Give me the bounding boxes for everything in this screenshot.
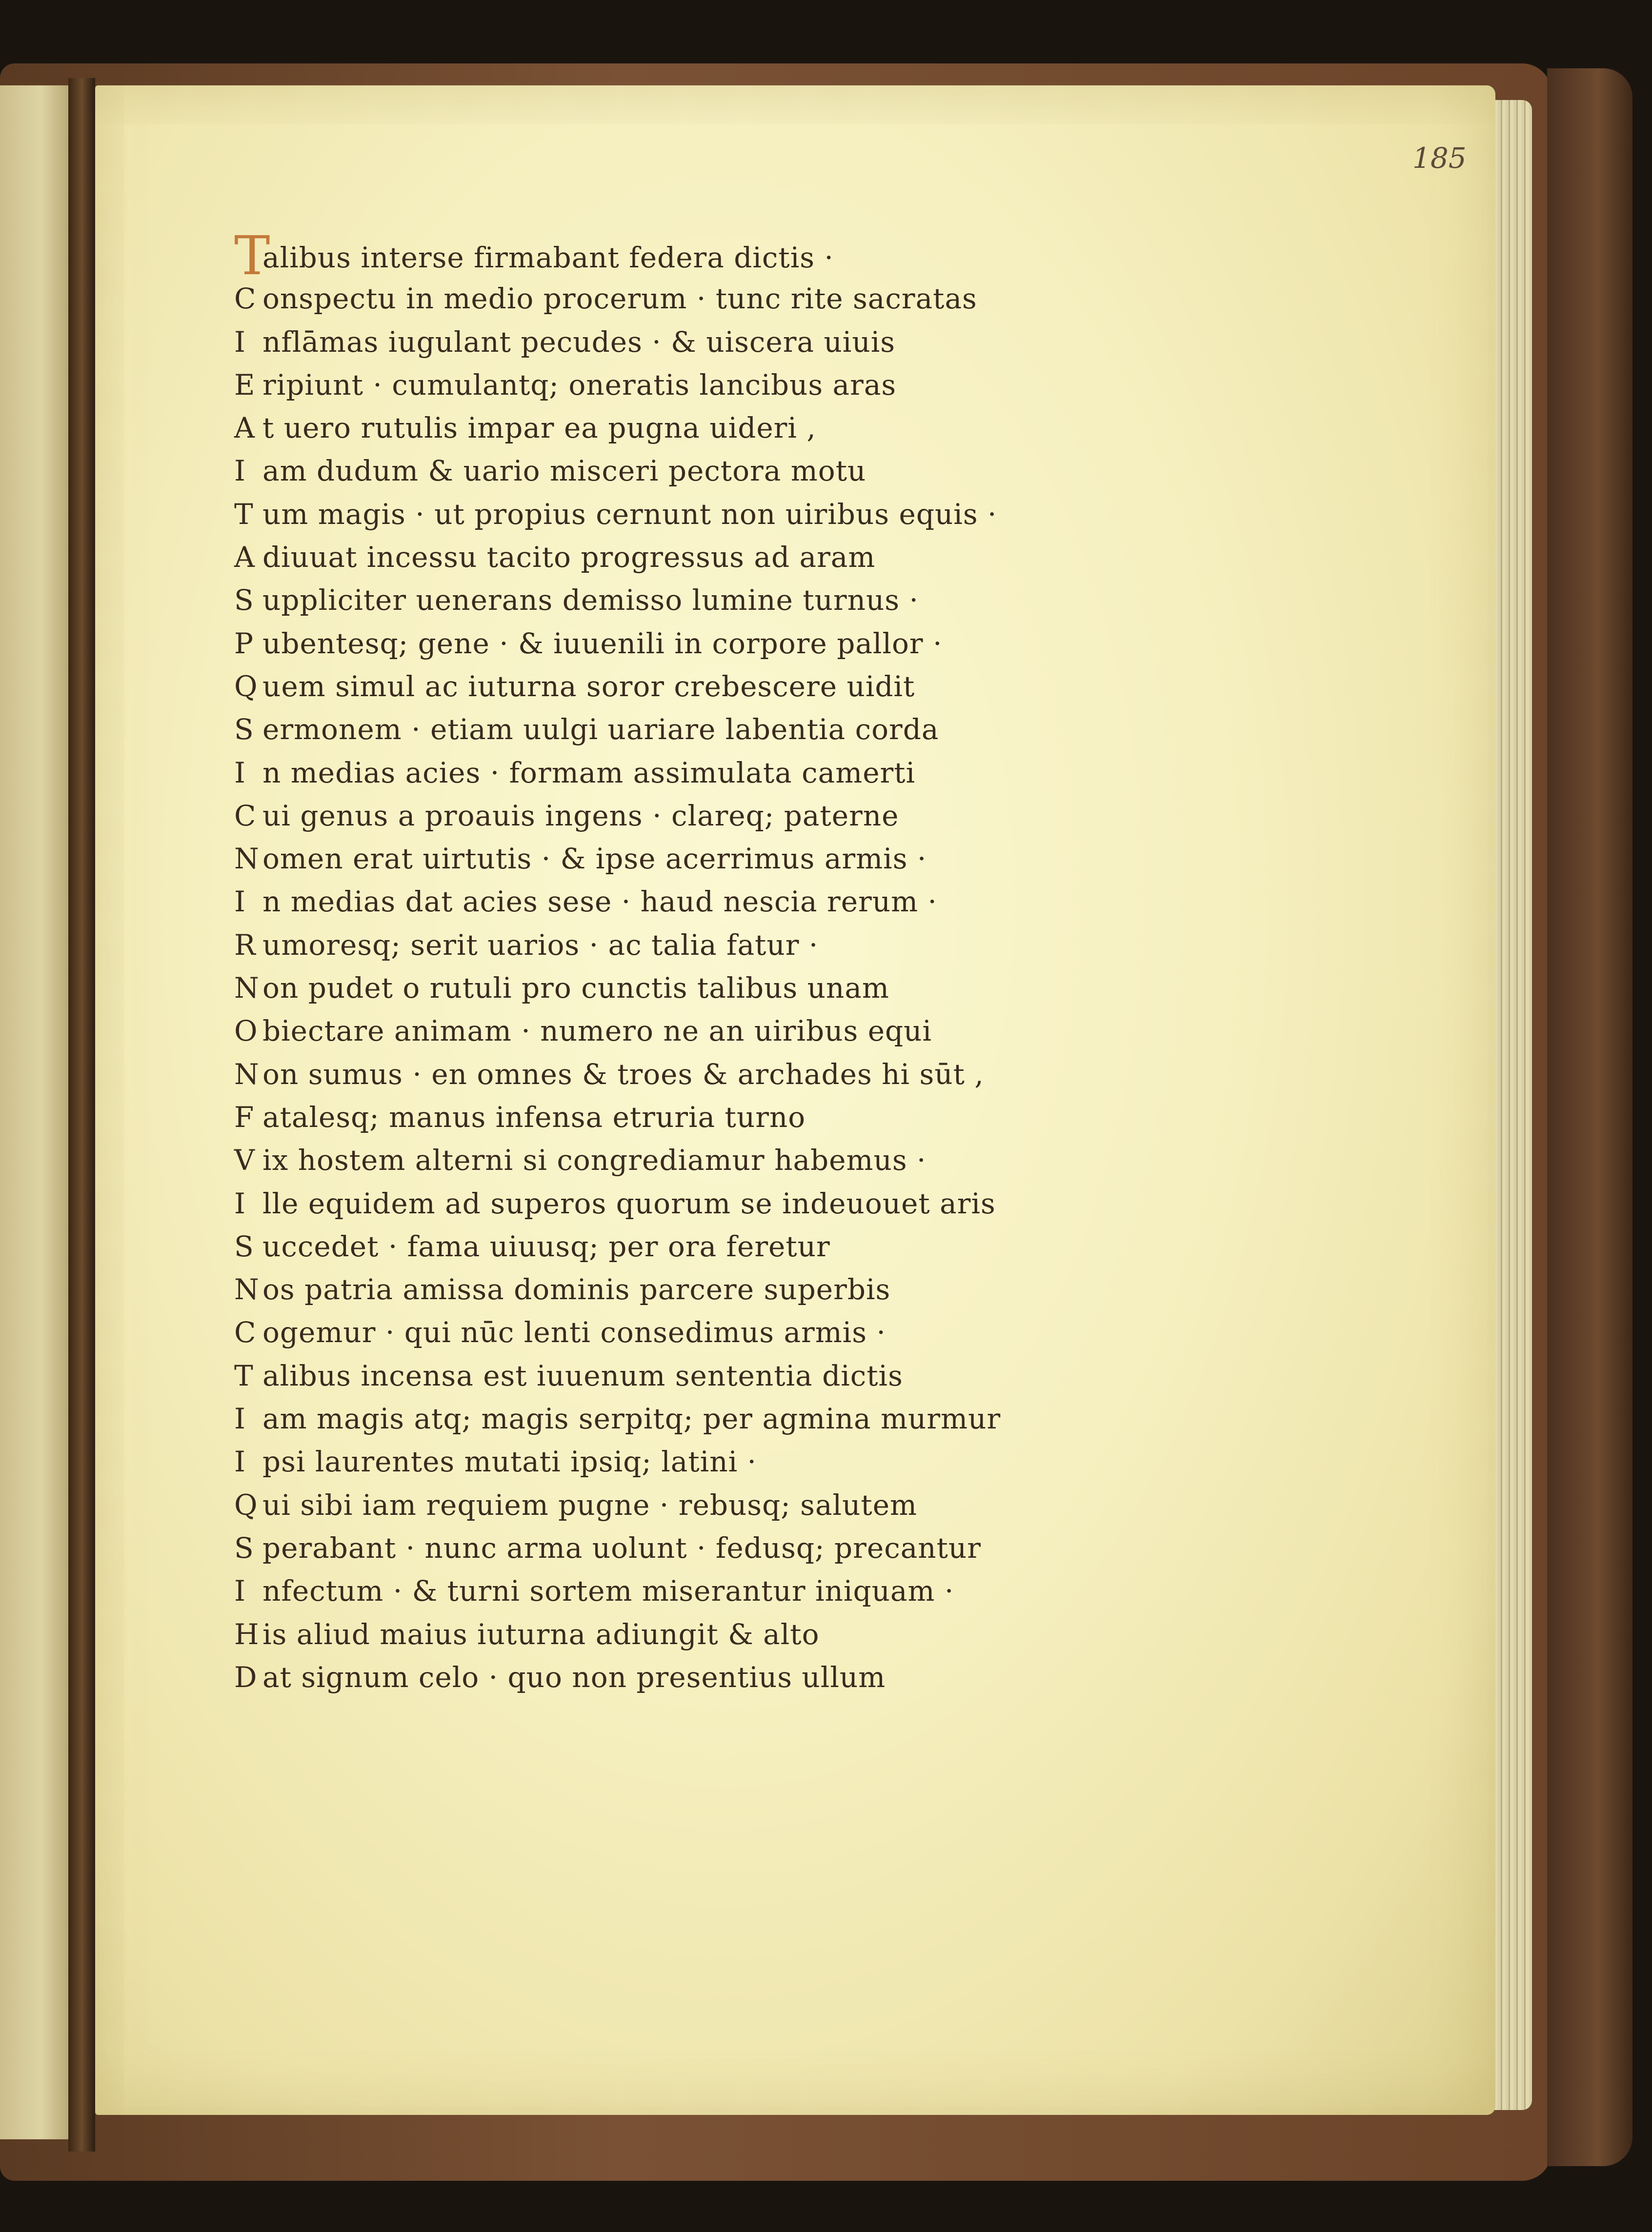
line-initial: I: [234, 1402, 246, 1436]
line-text: n medias dat acies sese · haud nescia rerum ·: [262, 885, 937, 919]
line-text: on sumus · en omnes & troes & archades hi sūt ,: [262, 1057, 984, 1091]
text-line: [234, 1440, 1112, 1483]
line-initial: C: [234, 799, 257, 832]
text-line: [234, 1484, 1112, 1527]
line-initial: I: [234, 454, 246, 488]
line-text: nflāmas iugulant pecudes · & uiscera uiuis: [262, 325, 896, 359]
text-line: [234, 1268, 1112, 1311]
line-initial: S: [234, 583, 254, 617]
line-text: uccedet · fama uiuusq; per ora feretur: [262, 1229, 830, 1263]
text-line: [234, 880, 1112, 923]
text-line: [234, 924, 1112, 966]
line-text: uem simul ac iuturna soror crebescere uidit: [262, 669, 915, 703]
line-text: alibus incensa est iuuenum sententia dictis: [262, 1359, 903, 1392]
line-initial: D: [234, 1660, 258, 1694]
line-text: os patria amissa dominis parcere superbis: [262, 1273, 891, 1307]
cover-edge: [1547, 68, 1632, 2166]
text-line: [234, 449, 1112, 492]
line-text: ermonem · etiam uulgi uariare labentia corda: [262, 713, 939, 746]
line-text: atalesq; manus infensa etruria turno: [262, 1100, 806, 1134]
text-line: [234, 1569, 1112, 1612]
line-text: onspectu in medio procerum · tunc rite sacratas: [262, 282, 977, 316]
text-line: [234, 1225, 1112, 1268]
gutter: [68, 78, 95, 2152]
line-text: perabant · nunc arma uolunt · fedusq; precantur: [262, 1531, 982, 1565]
text-line: [234, 1096, 1112, 1139]
line-initial: S: [234, 713, 254, 746]
text-line: [234, 1613, 1112, 1656]
text-line: [234, 321, 1112, 363]
line-text: uppliciter uenerans demisso lumine turnus ·: [262, 583, 919, 617]
line-initial: I: [234, 1574, 246, 1608]
line-text: lle equidem ad superos quorum se indeuouet aris: [262, 1186, 996, 1220]
text-line: [234, 622, 1112, 665]
decorated-initial: T: [234, 224, 271, 287]
text-line: [234, 794, 1112, 837]
line-text: umoresq; serit uarios · ac talia fatur ·: [262, 928, 819, 962]
line-text: um magis · ut propius cernunt non uiribus equis ·: [262, 497, 997, 531]
line-initial: V: [234, 1144, 255, 1177]
text-line-first: [234, 224, 1112, 287]
line-initial: S: [234, 1531, 254, 1565]
line-initial: E: [234, 368, 256, 402]
text-line: [234, 1656, 1112, 1699]
line-initial: T: [234, 1359, 254, 1392]
text-line: [234, 1397, 1112, 1440]
line-initial: I: [234, 885, 246, 919]
text-line: [234, 1139, 1112, 1182]
line-text: ix hostem alterni si congrediamur habemus ·: [262, 1144, 927, 1177]
text-line: [234, 751, 1112, 794]
text-line: [234, 837, 1112, 880]
line-initial: R: [234, 928, 256, 962]
line-initial: F: [234, 1100, 255, 1134]
line-initial: I: [234, 1186, 246, 1220]
text-line: [234, 1182, 1112, 1225]
line-text: ui sibi iam requiem pugne · rebusq; salutem: [262, 1488, 918, 1522]
text-line: [234, 493, 1112, 536]
line-initial: P: [234, 626, 254, 660]
line-initial: I: [234, 1445, 246, 1479]
line-text: psi laurentes mutati ipsiq; latini ·: [262, 1445, 757, 1479]
line-initial: C: [234, 1316, 257, 1349]
line-text: diuuat incessu tacito progressus ad aram: [262, 541, 876, 574]
text-line: [234, 536, 1112, 579]
line-initial: A: [234, 411, 255, 445]
line-text: biectare animam · numero ne an uiribus equi: [262, 1014, 932, 1048]
line-text: am dudum & uario misceri pectora motu: [262, 454, 866, 488]
line-initial: H: [234, 1617, 260, 1651]
text-line: [234, 1009, 1112, 1052]
line-initial: N: [234, 1057, 260, 1091]
line-initial: A: [234, 541, 255, 574]
line-initial: O: [234, 1014, 258, 1048]
line-text: t uero rutulis impar ea pugna uideri ,: [262, 411, 816, 445]
text-line: [234, 579, 1112, 622]
text-line: [234, 665, 1112, 708]
text-line: [234, 277, 1112, 320]
line-text: ogemur · qui nūc lenti consedimus armis ·: [262, 1316, 886, 1349]
line-initial: N: [234, 1273, 260, 1307]
text-line: [234, 1053, 1112, 1096]
line-text: alibus interse firmabant federa dictis ·: [262, 241, 834, 274]
line-text: at signum celo · quo non presentius ullum: [262, 1660, 886, 1694]
text-block: [234, 224, 1112, 1699]
line-initial: I: [234, 325, 246, 359]
line-initial: Q: [234, 669, 258, 703]
text-line: [234, 1527, 1112, 1569]
line-text: on pudet o rutuli pro cunctis talibus unam: [262, 971, 889, 1005]
line-text: ripiunt · cumulantq; oneratis lancibus aras: [262, 368, 897, 402]
left-page-edge: [0, 85, 68, 2139]
text-line: [234, 708, 1112, 751]
text-line: [234, 966, 1112, 1009]
line-initial: N: [234, 842, 260, 876]
text-line: [234, 363, 1112, 406]
text-line: [234, 406, 1112, 449]
line-initial: I: [234, 756, 246, 789]
line-text: is aliud maius iuturna adiungit & alto: [262, 1617, 820, 1651]
line-text: am magis atq; magis serpitq; per agmina murmur: [262, 1402, 1001, 1436]
line-initial: Q: [234, 1488, 258, 1522]
line-text: n medias acies · formam assimulata camerti: [262, 756, 916, 789]
text-line: [234, 1311, 1112, 1354]
text-line: [234, 1354, 1112, 1397]
line-initial: S: [234, 1229, 254, 1263]
folio-number: 185: [1412, 141, 1467, 175]
line-text: ui genus a proauis ingens · clareq; paterne: [262, 799, 899, 832]
line-initial: C: [234, 282, 257, 316]
line-text: omen erat uirtutis · & ipse acerrimus armis ·: [262, 842, 927, 876]
line-text: nfectum · & turni sortem miserantur iniquam ·: [262, 1574, 954, 1608]
line-initial: N: [234, 971, 260, 1005]
line-text: ubentesq; gene · & iuuenili in corpore pallor ·: [262, 626, 943, 660]
line-initial: T: [234, 497, 254, 531]
